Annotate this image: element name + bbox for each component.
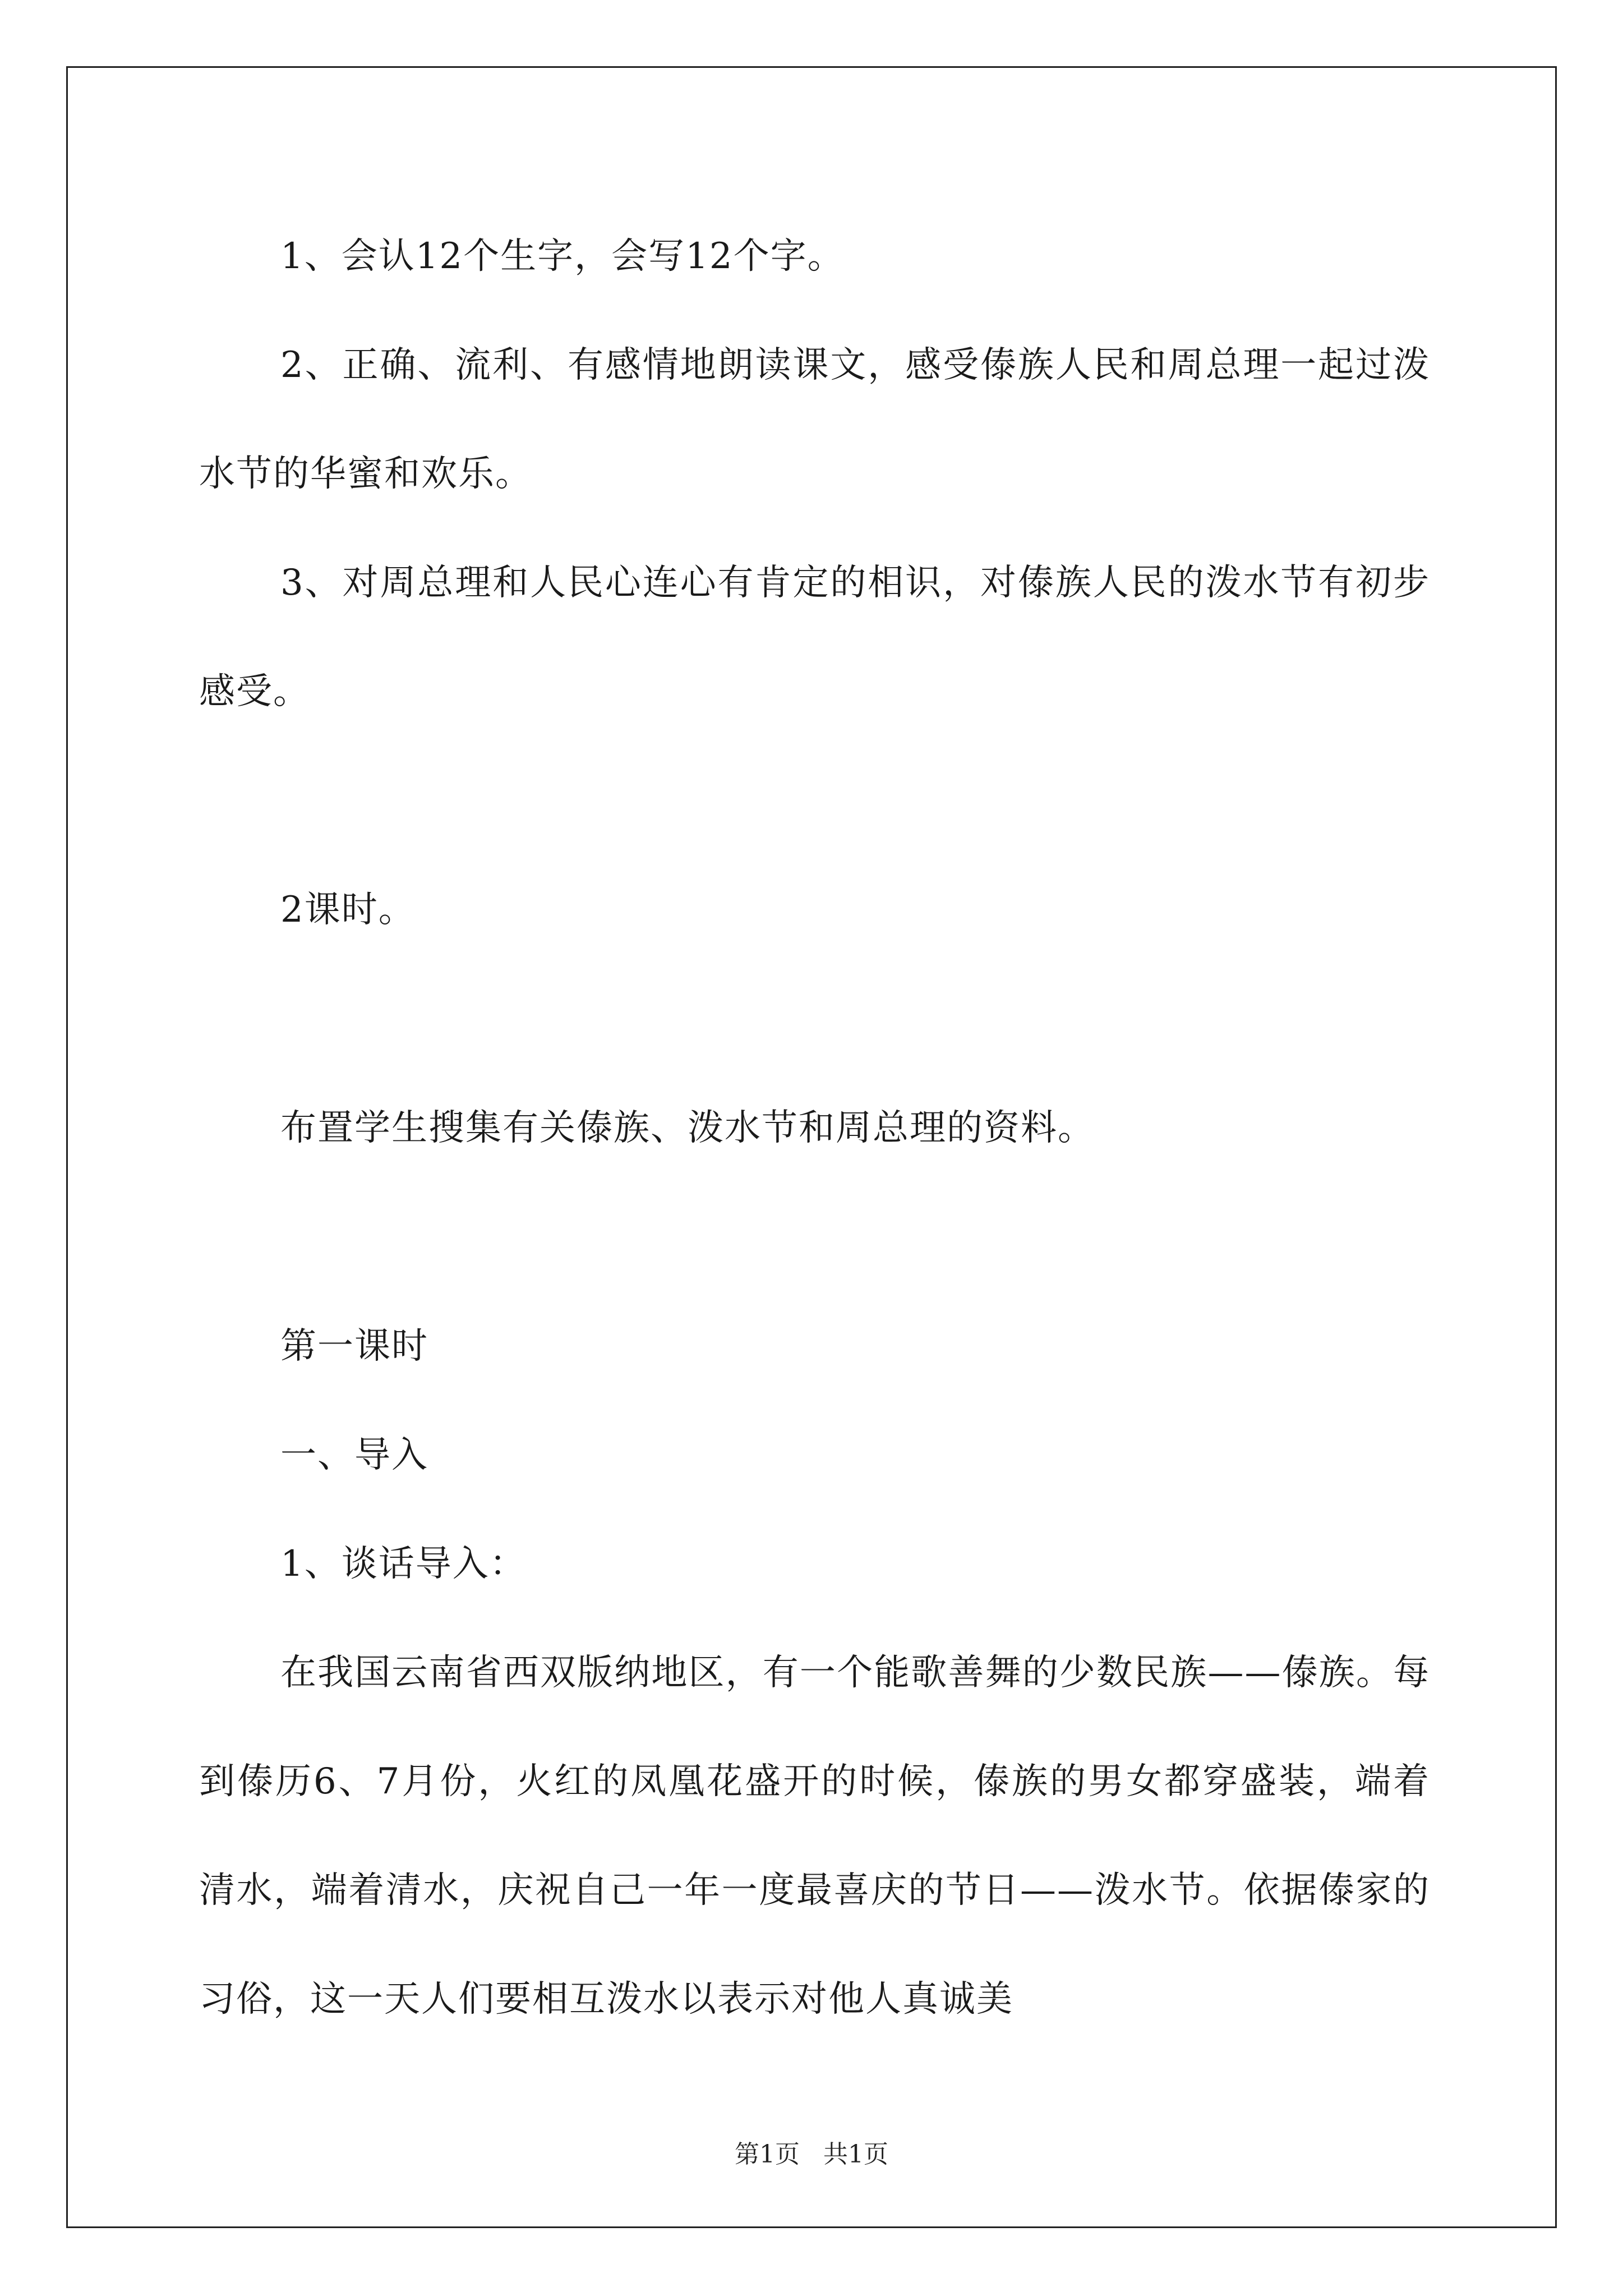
page-total: 共1页 xyxy=(823,2140,888,2169)
subsection-heading: 1、谈话导入： xyxy=(280,1543,527,1585)
objective-1: 1、会认12个生字，会写12个字。 xyxy=(280,236,845,277)
intro-paragraph: 在我国云南省西双版纳地区，有一个能歌善舞的少数民族——傣族。每到傣历6、7月份，火红的凤凰花盛开的时候，傣族的男女都穿盛装，端着清水，端着清水，庆祝自己一年一度最喜庆的节日——泼水节。依据傣家的习俗，这一天人们要相互泼水以表示对他人真诚美 xyxy=(199,1652,1430,2020)
page-footer xyxy=(0,2134,1623,2170)
lesson-heading: 第一课时 xyxy=(280,1326,428,1367)
document-body xyxy=(199,202,1430,2054)
page-current: 第1页 xyxy=(735,2140,800,2169)
preparation: 布置学生搜集有关傣族、泼水节和周总理的资料。 xyxy=(280,1107,1095,1149)
class-hours: 2课时。 xyxy=(280,889,416,931)
section-heading: 一、导入 xyxy=(280,1434,428,1476)
objective-2: 2、正确、流利、有感情地朗读课文，感受傣族人民和周总理一起过泼水节的华蜜和欢乐。 xyxy=(199,344,1430,495)
objective-3: 3、对周总理和人民心连心有肯定的相识，对傣族人民的泼水节有初步感受。 xyxy=(199,562,1430,712)
